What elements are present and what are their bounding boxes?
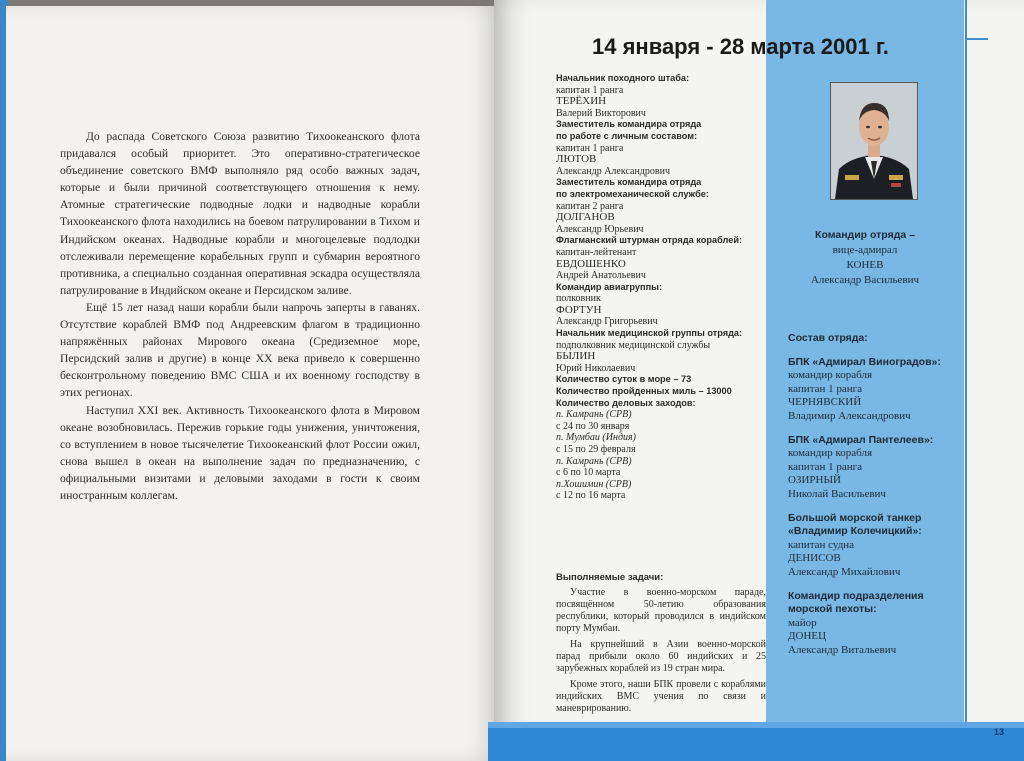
voyage-stat: Количество деловых заходов: [556, 397, 696, 408]
ship-person-name: Николай Васильевич [788, 487, 886, 500]
port-name: п. Камрань (СРВ) [556, 409, 632, 421]
port-name: п. Мумбаи (Индия) [556, 432, 636, 444]
staff-surname: ЛЮТОВ [556, 153, 597, 166]
staff-name: Александр Александрович [556, 165, 670, 177]
page-title: 14 января - 28 марта 2001 г. [592, 34, 889, 59]
staff-role: Начальник походного штаба: [556, 73, 690, 83]
commander-title: Командир отряда – [815, 229, 915, 241]
staff-surname: ТЕРЁХИН [556, 95, 607, 108]
tasks-section [556, 572, 766, 719]
ship-person-name: Александр Михайлович [788, 565, 901, 578]
staff-surname: ФОРТУН [556, 303, 602, 316]
ship-rank: капитан 1 ранга [788, 382, 863, 395]
staff-role: Заместитель командира отряда [556, 119, 702, 130]
port-dates: с 24 по 30 января [556, 420, 630, 432]
ship-rank: капитан судна [788, 538, 855, 551]
unit-surname: ДОНЕЦ [788, 630, 827, 643]
commander-name: Александр Васильевич [810, 274, 919, 286]
ship-rank: капитан 1 ранга [788, 460, 863, 473]
commander-rank: вице-адмирал [832, 244, 898, 256]
left-page-body [60, 128, 420, 504]
tasks-paragraph: На крупнейший в Азии военно-морской парад прибыли около 60 индийских и 25 зарубежных кораблей из 19 стран мира. [556, 639, 766, 674]
voyage-stat: Количество пройденных миль – 13000 [556, 386, 732, 397]
staff-rank: капитан-лейтенант [556, 246, 637, 258]
commander-block [770, 228, 960, 288]
ship-person-name: Владимир Александрович [788, 409, 911, 422]
unit-rank: майор [788, 616, 817, 629]
unit-name: морской пехоты: [788, 603, 877, 616]
staff-surname: БЫЛИН [556, 350, 596, 363]
staff-role: Заместитель командира отряда [556, 177, 702, 188]
page-number: 13 [994, 727, 1005, 737]
tasks-paragraph: Кроме этого, наши БПК провели с кораблями индийских ВМС учения по связи и маневрированию. [556, 679, 766, 714]
port-dates: с 6 по 10 марта [556, 467, 621, 479]
staff-surname: ДОЛГАНОВ [556, 211, 615, 224]
unit-person-name: Александр Витальевич [788, 643, 897, 656]
ship-role: командир корабля [788, 369, 873, 382]
staff-role: по электромеханической службе: [556, 188, 709, 199]
composition-heading: Состав отряда: [788, 332, 868, 344]
port-name: п.Хошимин (СРВ) [556, 478, 632, 490]
staff-rank: полковник [556, 293, 601, 305]
ship-name: «Владимир Колечицкий»: [788, 525, 922, 538]
staff-list [556, 73, 771, 502]
ship-name: Большой морской танкер [788, 511, 922, 524]
port-dates: с 12 по 16 марта [556, 490, 626, 502]
tasks-paragraph: Участие в военно-морском параде, посвящённом 50-летию образования республики, который проводился в индийском порту Мумбаи. [556, 587, 766, 634]
staff-role: по работе с личным составом: [556, 130, 698, 141]
ship-surname: ДЕНИСОВ [788, 552, 841, 565]
port-name: п. Камрань (СРВ) [556, 455, 632, 467]
unit-name: Командир подразделения [788, 589, 924, 602]
ship-name: БПК «Адмирал Пантелеев»: [788, 433, 934, 446]
staff-name: Юрий Николаевич [556, 362, 636, 374]
paragraph: Наступил XXI век. Активность Тихоокеанского флота в Мировом океане возобновилась. Пережив горькие годы унижения, уничтожения, со вступлением в новое тысячелетие Тихоокеанский флот России ожил, снова вышел в океан на выполнение задач по предназначению, с официальными визитами и деловыми заходами в гости к своим иностранным коллегам. [60, 403, 420, 502]
paragraph: До распада Советского Союза развитию Тихоокеанского флота придавался особый приоритет. Это оперативно-стратегическое объединение советского ВМФ выполняло ряд особо важных задач, которые и были причиной соответствующего отношения к нему. Атомные стратегические подводные лодки и надводные корабли Тихоокеанского флота находились на боевом патрулировании в Тихом и Индийском океанах. Надводные корабли и многоцелевые подлодки отслеживали перемещение корабельных групп и субмарин вероятного противника, а специально созданная оперативная эскадра осуществляла патрулирование в Индийском океане и Персидском заливе. [60, 130, 420, 297]
staff-rank: капитан 1 ранга [556, 142, 624, 154]
staff-role: Флагманский штурман отряда кораблей: [556, 235, 743, 246]
paragraph: Ещё 15 лет назад наши корабли были напрочь заперты в гаванях. Отсутствие кораблей ВМФ под Андреевским флагом в традиционно напряжённых районах Мирового океана (Средиземное море, Персидский залив и другие) в конце XX века привело к совершенно бесконтрольному поведению ВМС США и их военному господству в этих регионах. [60, 300, 420, 400]
commander-surname: КОНЕВ [846, 259, 884, 271]
detachment-composition [788, 332, 968, 657]
staff-surname: ЕВДОШЕНКО [556, 257, 626, 270]
bottom-band-highlight [488, 722, 1024, 728]
staff-rank: подполковник медицинской службы [556, 339, 711, 351]
ship-surname: ОЗИРНЫЙ [788, 474, 841, 487]
staff-role: Командир авиагруппы: [556, 281, 663, 292]
tasks-heading: Выполняемые задачи: [556, 572, 664, 583]
commander-portrait [830, 82, 918, 200]
sidebar-tick-mark [966, 38, 988, 40]
voyage-stat: Количество суток в море – 73 [556, 374, 692, 385]
staff-name: Александр Юрьевич [556, 223, 644, 235]
ship-role: командир корабля [788, 447, 873, 460]
ship-name: БПК «Адмирал Виноградов»: [788, 355, 941, 368]
ship-surname: ЧЕРНЯВСКИЙ [788, 396, 862, 409]
staff-name: Валерий Викторович [556, 107, 646, 119]
staff-name: Андрей Анатольевич [556, 270, 646, 282]
portrait-illustration [831, 83, 917, 199]
staff-name: Александр Григорьевич [556, 316, 658, 328]
staff-rank: капитан 2 ранга [556, 200, 624, 212]
staff-rank: капитан 1 ранга [556, 84, 624, 96]
port-dates: с 15 по 29 февраля [556, 444, 636, 455]
staff-role: Начальник медицинской группы отряда: [556, 328, 743, 339]
